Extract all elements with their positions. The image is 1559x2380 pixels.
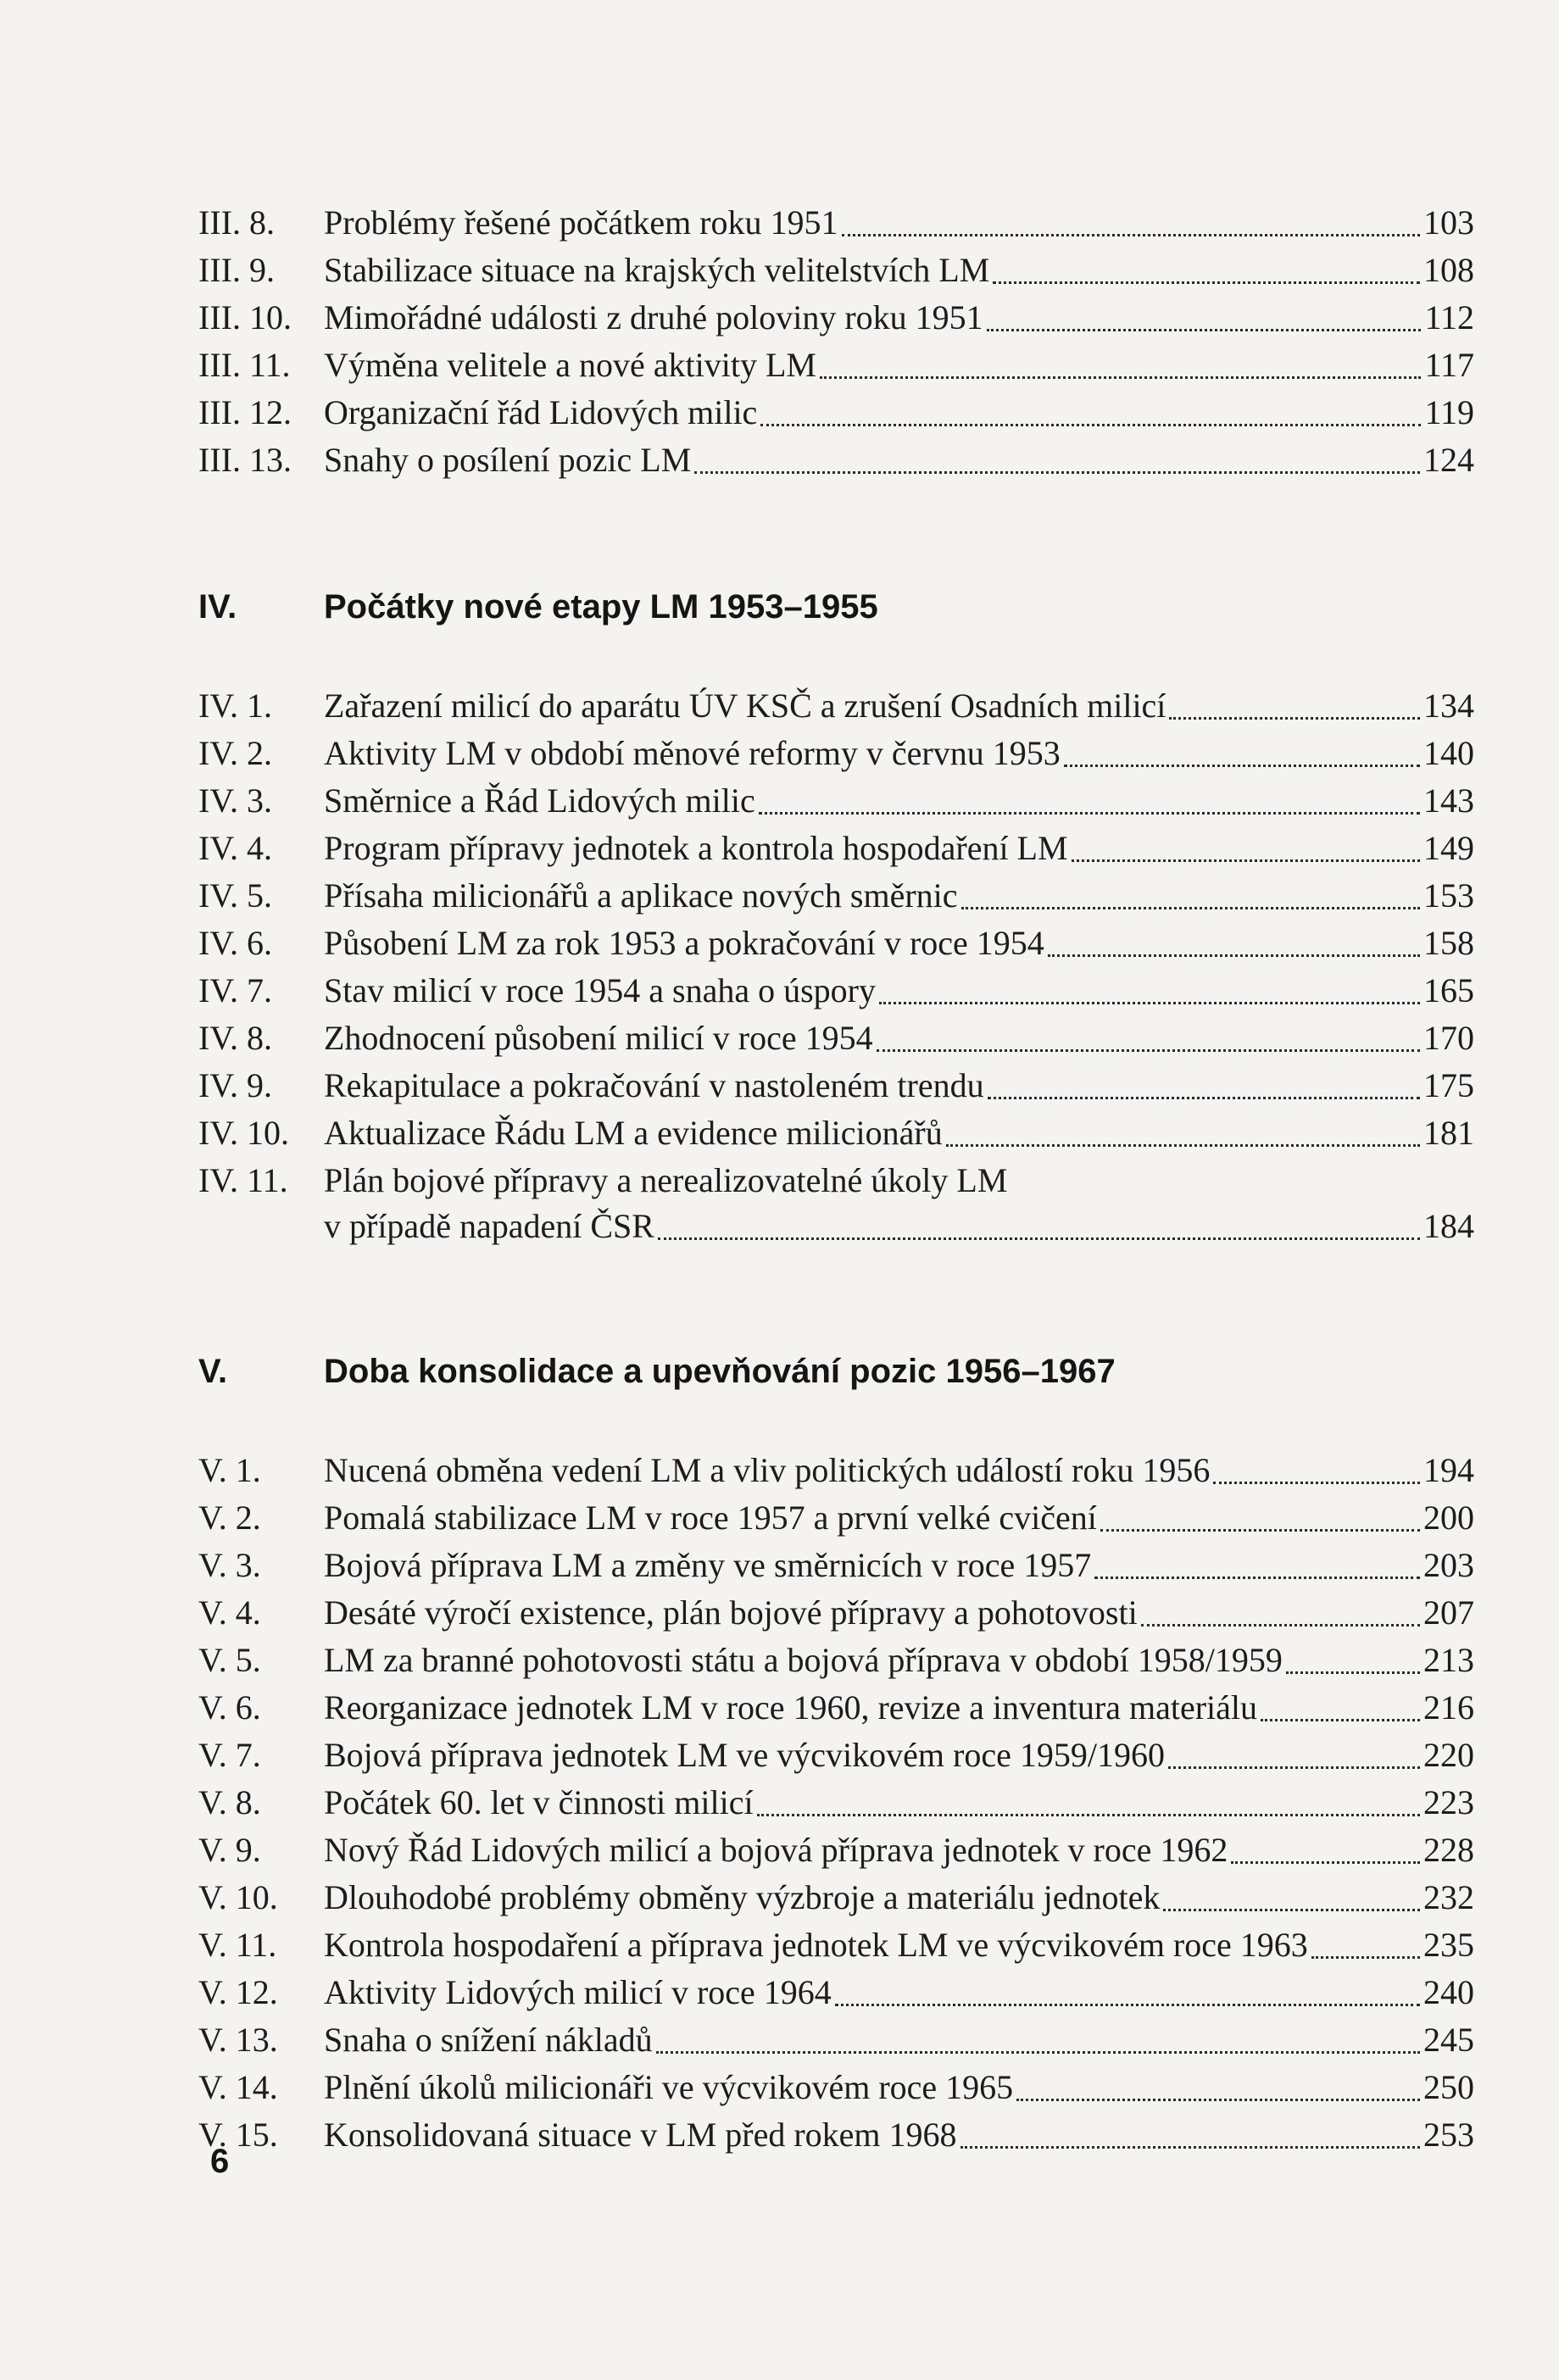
dot-leader [993,281,1420,284]
entry-title: Rekapitulace a pokračování v nastoleném trendu [324,1066,984,1104]
dot-leader [760,424,1421,426]
entry-page: 153 [1423,876,1474,915]
entry-number: III. 11. [198,346,291,384]
entry-page: 124 [1423,441,1474,479]
dot-leader [1094,1576,1420,1579]
dot-leader [835,2004,1420,2006]
section-title: Doba konsolidace a upevňování pozic 1956–1967 [324,1353,1116,1390]
toc-entry [0,1063,1559,1109]
toc-entry [0,1732,1559,1778]
entry-page: 181 [1423,1114,1474,1152]
entry-title: Konsolidovaná situace v LM před rokem 1968 [324,2116,957,2154]
dot-leader [877,1049,1420,1052]
section-heading-v [0,1346,1559,1397]
entry-title: Dlouhodobé problémy obměny výzbroje a materiálu jednotek [324,1878,1161,1916]
toc-entry-wrapped [0,1158,1559,1204]
toc-entry [0,1110,1559,1156]
entry-page: 119 [1424,393,1474,431]
entry-number: IV. 3. [198,781,273,820]
toc-entry [0,2112,1559,2158]
entry-title: Plnění úkolů milicionáři ve výcvikovém roce 1965 [324,2068,1014,2106]
dot-leader [1048,954,1420,957]
dot-leader [820,376,1422,379]
entry-title: Směrnice a Řád Lidových milic [324,781,755,820]
dot-leader [1072,859,1420,862]
entry-number: IV. 4. [198,829,273,867]
entry-title: Výměna velitele a nové aktivity LM [324,346,816,384]
entry-page: 143 [1423,781,1474,820]
entry-number: III. 8. [198,203,275,242]
page-number: 6 [210,2143,230,2180]
toc-entry [0,1875,1559,1921]
toc-entry [0,1590,1559,1636]
toc-entry [0,1015,1559,1061]
entry-number: V. 9. [198,1831,261,1869]
entry-page: 165 [1423,971,1474,1009]
entry-number: V. 12. [198,1973,278,2011]
entry-number: IV. 8. [198,1019,273,1057]
entry-page: 175 [1423,1066,1474,1104]
section-heading-iv [0,581,1559,632]
dot-leader [960,2146,1420,2149]
entry-number: V. 5. [198,1641,261,1679]
entry-number: IV. 11. [198,1161,288,1199]
dot-leader [1311,1956,1420,1959]
section-number: IV. [198,588,237,626]
dot-leader [759,812,1420,815]
entry-title: Přísaha milicionářů a aplikace nových směrnic [324,876,958,915]
entry-page: 200 [1423,1499,1474,1537]
toc-entry [0,683,1559,729]
toc-entry [0,1448,1559,1493]
entry-title: Organizační řád Lidových milic [324,393,758,431]
entry-page: 232 [1423,1878,1474,1916]
entry-page: 253 [1423,2116,1474,2154]
toc-entry [0,200,1559,246]
toc-entry [0,1638,1559,1683]
dot-leader [1016,2099,1420,2101]
dot-leader [1169,717,1420,720]
entry-number: IV. 9. [198,1066,273,1104]
entry-number: V. 7. [198,1736,261,1774]
entry-page: 134 [1423,687,1474,725]
dot-leader [1286,1671,1420,1674]
entry-page: 170 [1423,1019,1474,1057]
entry-page: 216 [1423,1688,1474,1727]
toc-entry [0,826,1559,871]
dot-leader [1100,1529,1420,1532]
entry-number: IV. 10. [198,1114,290,1152]
entry-title: Bojová příprava jednotek LM ve výcvikovém roce 1959/1960 [324,1736,1165,1774]
toc-entry [0,342,1559,388]
entry-title: Nucená obměna vedení LM a vliv politických událostí roku 1956 [324,1451,1211,1489]
entry-title-line1: Plán bojové přípravy a nerealizovatelné úkoly LM [324,1161,1008,1199]
toc-entry [0,731,1559,776]
entry-title: Působení LM za rok 1953 a pokračování v roce 1954 [324,924,1044,962]
dot-leader [757,1814,1420,1816]
entry-page: 203 [1423,1546,1474,1584]
dot-leader [1213,1482,1420,1484]
entry-title: Aktivity LM v období měnové reformy v červnu 1953 [324,734,1061,772]
entry-number: V. 14. [198,2068,278,2106]
toc-entry [0,1827,1559,1873]
entry-title: Snahy o posílení pozic LM [324,441,692,479]
entry-number: III. 10. [198,298,292,336]
dot-leader [1231,1861,1420,1864]
toc-entry-wrapped-continuation [0,1204,1559,1249]
entry-number: III. 13. [198,441,292,479]
toc-entry [0,1922,1559,1968]
entry-number: V. 13. [198,2021,278,2059]
entry-page: 158 [1423,924,1474,962]
entry-page: 149 [1423,829,1474,867]
entry-title: Bojová příprava LM a změny ve směrnicích v roce 1957 [324,1546,1092,1584]
toc-entry [0,1543,1559,1588]
toc-entry [0,437,1559,483]
dot-leader [988,1097,1420,1099]
entry-page: 117 [1424,346,1474,384]
entry-page: 240 [1423,1973,1474,2011]
entry-title: LM za branné pohotovosti státu a bojová příprava v období 1958/1959 [324,1641,1283,1679]
entry-title: Zařazení milicí do aparátu ÚV KSČ a zrušení Osadních milicí [324,687,1166,725]
entry-number: V. 6. [198,1688,261,1727]
entry-title: Zhodnocení působení milicí v roce 1954 [324,1019,873,1057]
dot-leader [946,1144,1420,1147]
entry-title: Stav milicí v roce 1954 a snaha o úspory [324,971,876,1009]
entry-title: Počátek 60. let v činnosti milicí [324,1783,754,1821]
entry-number: III. 12. [198,393,292,431]
entry-number: V. 11. [198,1926,277,1964]
entry-title: Program přípravy jednotek a kontrola hospodaření LM [324,829,1068,867]
entry-title: Nový Řád Lidových milicí a bojová příprava jednotek v roce 1962 [324,1831,1228,1869]
entry-number: V. 15. [198,2116,278,2154]
entry-number: IV. 7. [198,971,273,1009]
toc-entry [0,2065,1559,2110]
dot-leader [694,471,1420,474]
toc-entry [0,390,1559,436]
entry-page: 228 [1423,1831,1474,1869]
dot-leader [1064,765,1420,767]
toc-entry [0,778,1559,824]
toc-entry [0,1495,1559,1541]
entry-title: Mimořádné události z druhé poloviny roku 1951 [324,298,983,336]
toc-entry [0,873,1559,919]
dot-leader [658,1237,1420,1240]
entry-page: 207 [1423,1593,1474,1632]
entry-page: 213 [1423,1641,1474,1679]
toc-entry [0,295,1559,341]
dot-leader [1141,1624,1420,1627]
dot-leader [961,907,1420,909]
entry-page: 184 [1423,1207,1474,1245]
entry-title: Reorganizace jednotek LM v roce 1960, revize a inventura materiálu [324,1688,1258,1727]
entry-number: IV. 2. [198,734,273,772]
entry-number: V. 8. [198,1783,261,1821]
dot-leader [842,234,1420,236]
entry-number: IV. 1. [198,687,273,725]
entry-page: 103 [1423,203,1474,242]
entry-title: Snaha o snížení nákladů [324,2021,653,2059]
toc-entry [0,1780,1559,1826]
entry-number: V. 1. [198,1451,261,1489]
toc-entry [0,968,1559,1014]
toc-entry [0,2017,1559,2063]
entry-title: Aktualizace Řádu LM a evidence milicionářů [324,1114,943,1152]
entry-number: III. 9. [198,251,275,289]
entry-number: IV. 6. [198,924,273,962]
entry-page: 245 [1423,2021,1474,2059]
dot-leader [656,2051,1420,2054]
dot-leader [987,329,1422,331]
entry-page: 250 [1423,2068,1474,2106]
entry-page: 235 [1423,1926,1474,1964]
toc-entry [0,920,1559,966]
entry-title-line2: v případě napadení ČSR [324,1207,654,1245]
entry-title: Stabilizace situace na krajských velitelstvích LM [324,251,990,289]
dot-leader [1261,1719,1420,1721]
entry-number: IV. 5. [198,876,273,915]
section-title: Počátky nové etapy LM 1953–1955 [324,588,878,626]
entry-title: Kontrola hospodaření a příprava jednotek LM ve výcvikovém roce 1963 [324,1926,1308,1964]
entry-page: 220 [1423,1736,1474,1774]
entry-title: Problémy řešené počátkem roku 1951 [324,203,838,242]
entry-number: V. 4. [198,1593,261,1632]
entry-number: V. 2. [198,1499,261,1537]
dot-leader [1168,1766,1420,1769]
entry-title: Desáté výročí existence, plán bojové přípravy a pohotovosti [324,1593,1138,1632]
entry-title: Aktivity Lidových milicí v roce 1964 [324,1973,832,2011]
entry-number: V. 3. [198,1546,261,1584]
entry-page: 112 [1424,298,1474,336]
toc-entry [0,1970,1559,2016]
section-number: V. [198,1353,228,1390]
entry-title: Pomalá stabilizace LM v roce 1957 a první velké cvičení [324,1499,1097,1537]
entry-page: 140 [1423,734,1474,772]
dot-leader [1163,1909,1420,1911]
dot-leader [879,1002,1420,1004]
toc-entry [0,1685,1559,1731]
entry-page: 223 [1423,1783,1474,1821]
entry-number: V. 10. [198,1878,278,1916]
toc-entry [0,247,1559,293]
entry-page: 194 [1423,1451,1474,1489]
entry-page: 108 [1423,251,1474,289]
